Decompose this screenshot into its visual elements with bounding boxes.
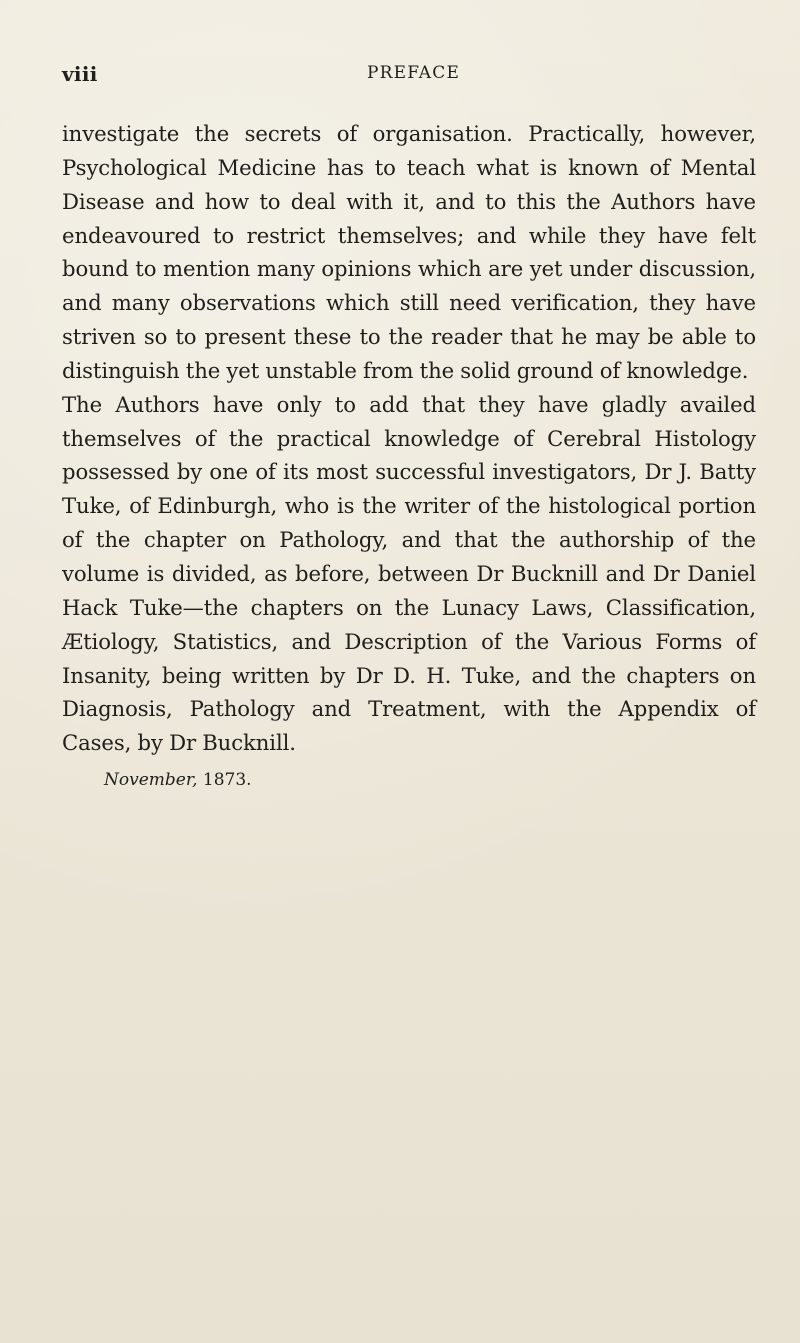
- body-text: [62, 117, 756, 760]
- paragraph-acknowledgements: The Authors have only to add that they have gladly availed themselves of the practical knowledge of Cerebral Histology possessed by one of its most successful investigators, Dr J. Batty Tuke, of Edinburgh, who is the writer of the histological portion of the chapter on Pathology, and that the authorship of the volume is divided, as before, between Dr Bucknill and Dr Daniel Hack Tuke—the chapters on the Lunacy Laws, Classification, Ætiology, Statistics, and Description of the Various Forms of Insanity, being written by Dr D. H. Tuke, and the chapters on Diagnosis, Pathology and Treatment, with the Appendix of Cases, by Dr Bucknill.: [62, 391, 756, 756]
- running-head: [62, 62, 762, 88]
- date-line: [104, 770, 252, 790]
- paragraph-continuation: investigate the secrets of organisation. Practically, however, Psychological Medicine has to teach what is known of Mental Disease and how to deal with it, and to this the Authors have endeavoured to restrict themselves; and while they have felt bound to mention many opinions which are yet under discussion, and many observations which still need verification, they have striven so to present these to the reader that he may be able to distinguish the yet unstable from the solid ground of knowledge.: [62, 121, 756, 383]
- running-title: PREFACE: [367, 63, 461, 83]
- date-month: November,: [104, 770, 198, 790]
- page-number: viii: [62, 62, 98, 86]
- date-year: 1873.: [202, 770, 252, 790]
